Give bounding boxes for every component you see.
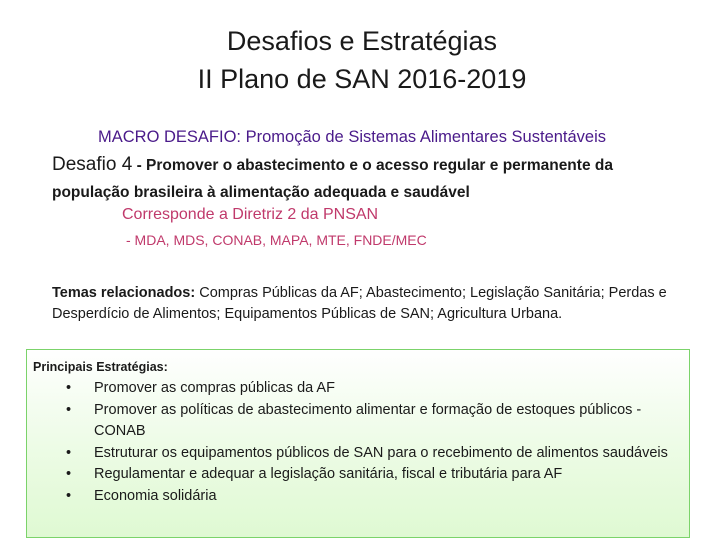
list-item (60, 464, 680, 486)
estrategias-title: Principais Estratégias: (33, 360, 168, 374)
desafio-line1 (52, 154, 613, 176)
estrategias-list (60, 378, 680, 507)
bullet-icon: • (66, 466, 72, 482)
macro-desafio: MACRO DESAFIO: Promoção de Sistemas Alimentares Sustentáveis (98, 128, 607, 146)
list-item-text: Promover as compras públicas da AF (94, 380, 335, 396)
slide-title: Desafios e Estratégias (226, 26, 498, 56)
desafio-number: Desafio 4 (52, 154, 133, 175)
diretriz: Corresponde a Diretriz 2 da PNSAN (122, 206, 379, 223)
desafio-text-1: - Promover o abastecimento e o acesso regular e permanente da (132, 157, 613, 174)
list-item (60, 400, 680, 443)
temas-relacionados (52, 283, 692, 325)
slide-subtitle: II Plano de SAN 2016-2019 (197, 64, 527, 94)
bullet-icon: • (66, 487, 72, 504)
bullet-icon: • (66, 401, 72, 418)
bullet-icon: • (66, 444, 72, 461)
list-item (60, 486, 680, 508)
list-item (60, 443, 680, 465)
list-item-text: Promover as políticas de abastecimento alimentar e formação de estoques públicos - CONAB (94, 401, 642, 439)
desafio-text-2: população brasileira à alimentação adequada e saudável (52, 184, 470, 201)
orgaos: - MDA, MDS, CONAB, MAPA, MTE, FNDE/MEC (126, 232, 427, 248)
list-item-text: Regulamentar e adequar a legislação sanitária, fiscal e tributária para AF (94, 466, 563, 482)
bullet-icon: • (66, 380, 72, 396)
list-item-text: Economia solidária (94, 487, 217, 504)
list-item-text: Estruturar os equipamentos públicos de SAN para o recebimento de alimentos saudáveis (94, 444, 668, 461)
temas-text: Compras Públicas da AF; Abastecimento; Legislação Sanitária; Perdas e Desperdício de Alimentos; Equipamentos Públicas de SAN; Agricultura Urbana. (52, 285, 667, 322)
list-item (60, 378, 680, 400)
temas-label: Temas relacionados: (52, 285, 196, 301)
